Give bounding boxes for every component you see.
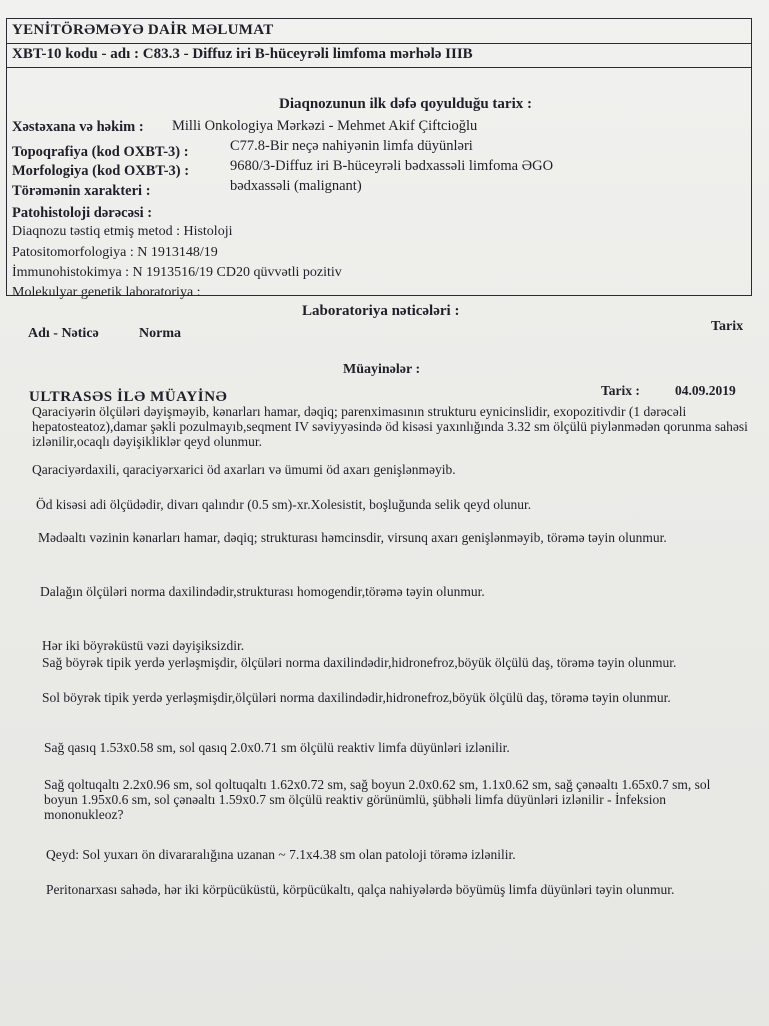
topography-row: [12, 145, 189, 160]
topography-value: C77.8-Bir neçə nahiyənin limfa düyünləri: [230, 138, 473, 154]
liver-paragraph: Qaraciyərin ölçüləri dəyişməyib, kənarları hamar, dəqiq; parenximasının strukturu eynicinslidir, exopozitivdir (1 dərəcəli hepatosteatoz),damar şəkli pozulmayıb,seqment IV səviyyəsində öd kisəsi yaxınlığında 3.32 sm ölçülü piylənmədən qorunma sahəsi izlənilir,ocaqlı dəyişikliklər qeyd olunmur.: [32, 404, 748, 449]
adrenal-paragraph: Hər iki böyrəküstü vəzi dəyişiksizdir.: [42, 638, 245, 653]
lab-col-date: Tarix: [711, 319, 744, 334]
divider: [7, 43, 751, 44]
character-label: Törəmənin xarakteri :: [12, 183, 151, 199]
left-kidney-paragraph: Sol böyrək tipik yerdə yerləşmişdir,ölçüləri norma daxilindədir,hidronefroz,böyük ölçülü daş, törəmə təyin olunmur.: [42, 690, 671, 705]
character-value: bədxassəli (malignant): [230, 178, 362, 194]
ultrasound-date-label: Tarix :: [601, 383, 640, 398]
lab-results-title: Laboratoriya nəticələri :: [302, 303, 460, 319]
morphology-label: Morfologiya (kod OXBT-3) :: [12, 163, 190, 179]
pancreas-paragraph: Mədəaltı vəzinin kənarları hamar, dəqiq; strukturası həmcinsdir, virsunq axarı genişlənməyib, törəmə təyin olunmur.: [38, 530, 667, 545]
right-kidney-paragraph: Sağ böyrək tipik yerdə yerləşmişdir, ölçüləri norma daxilindədir,hidronefroz,böyük ölçülü daş, törəmə təyin olunmur.: [42, 655, 677, 670]
lab-col-norm: Norma: [139, 326, 181, 341]
morphology-row: [12, 164, 189, 179]
gallbladder-paragraph: Öd kisəsi adi ölçüdədir, divarı qalındır (0.5 sm)-xr.Xolesistit, boşluğunda selik qeyd olunur.: [36, 497, 532, 512]
inguinal-nodes-paragraph: Sağ qasıq 1.53x0.58 sm, sol qasıq 2.0x0.71 sm ölçülü reaktiv limfa düyünləri izlənilir.: [44, 740, 510, 755]
spleen-paragraph: Dalağın ölçüləri norma daxilindədir,strukturası homogendir,törəmə təyin olunmur.: [40, 584, 485, 599]
ultrasound-section-title: ULTRASƏS İLƏ MÜAYİNƏ: [29, 389, 228, 405]
hospital-label: Xəstəxana və həkim :: [12, 119, 144, 135]
retroperitoneal-paragraph: Peritonarxası sahədə, hər iki körpücüküstü, körpücükaltı, qalça nahiyələrdə böyümüş limfa düyünləri təyin olunmur.: [46, 882, 675, 897]
axillary-cervical-nodes-paragraph: Sağ qoltuqaltı 2.2x0.96 sm, sol qoltuqaltı 1.62x0.72 sm, sağ boyun 2.0x0.62 sm, 1.1x0.62 sm, sağ çənəaltı 1.65x0.7 sm, sol boyun 1.95x0.6 sm, sol çənəaltı 1.59x0.7 sm ölçülü reaktiv görünümlü, şübhəli limfa düyünləri izlənilir - İnfeksion mononukleoz?: [44, 777, 711, 822]
document-title: YENİTÖRƏMƏYƏ DAİR MƏLUMAT: [12, 22, 274, 38]
icd-code-line: XBT-10 kodu - adı : C83.3 - Diffuz iri B-hüceyrəli limfoma mərhələ IIIB: [12, 46, 473, 62]
first-diagnosis-date-label: Diaqnozunun ilk dəfə qoyulduğu tarix :: [279, 96, 532, 112]
hospital-value: Milli Onkologiya Mərkəzi - Mehmet Akif Çiftcioğlu: [172, 118, 478, 134]
lab-col-name-result: Adı - Nəticə: [28, 326, 99, 341]
morphology-value: 9680/3-Diffuz iri B-hüceyrəli bədxassəli limfoma ƏGO: [230, 158, 554, 174]
method-line: Diaqnozu təstiq etmiş metod : Histoloji: [12, 224, 233, 239]
molecular-genetics-line: Molekulyar genetik laboratoriya :: [12, 285, 201, 300]
exams-title: Müayinələr :: [343, 362, 421, 377]
immunohistochemistry-line: İmmunohistokimya : N 1913516/19 CD20 qüvvətli pozitiv: [12, 265, 342, 280]
grade-row: [12, 206, 152, 221]
topography-label: Topoqrafiya (kod OXBT-3) :: [12, 144, 189, 160]
grade-label: Patohistoloji dərəcəsi :: [12, 205, 153, 221]
bile-ducts-paragraph: Qaraciyərdaxili, qaraciyərxarici öd axarları və ümumi öd axarı genişlənməyib.: [32, 462, 456, 477]
character-row: [12, 184, 151, 199]
divider: [7, 67, 751, 68]
mediastinal-note-paragraph: Qeyd: Sol yuxarı ön divararalığına uzanan ~ 7.1x4.38 sm olan patoloji törəmə izlənilir.: [46, 847, 516, 862]
cytomorphology-line: Patositomorfologiya : N 1913148/19: [12, 245, 218, 260]
hospital-row: [12, 120, 144, 135]
ultrasound-date-value: 04.09.2019: [675, 383, 736, 398]
